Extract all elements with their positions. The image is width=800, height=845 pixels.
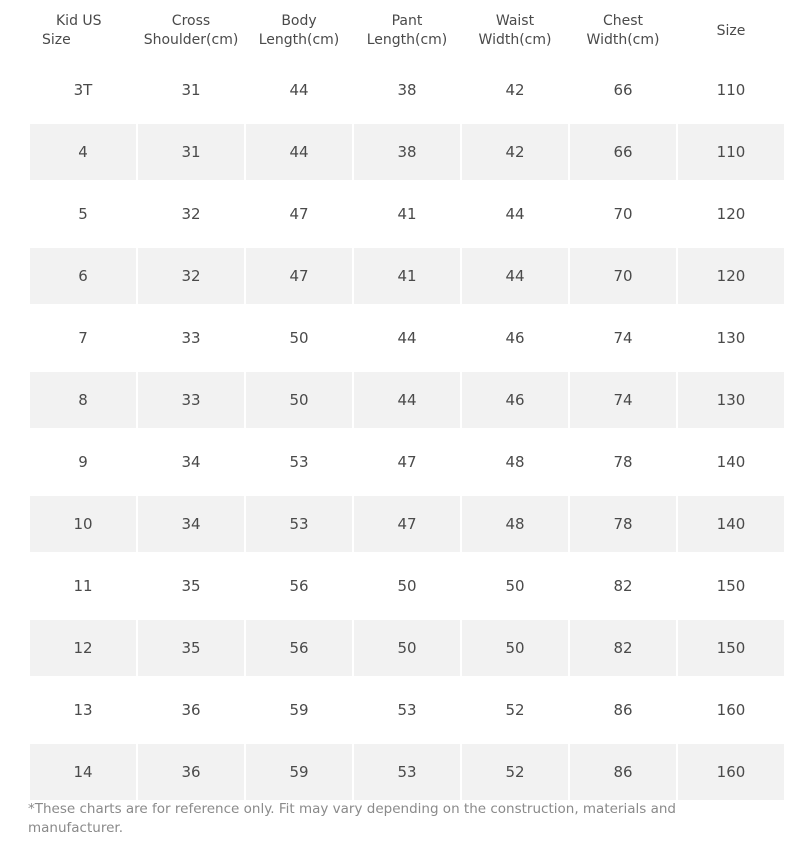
header-size-line1: Size [716, 22, 746, 39]
cell-pant-length: 38 [354, 124, 460, 180]
header-pant-length-line1: Pant [391, 13, 423, 29]
reference-footnote: *These charts are for reference only. Fit may vary depending on the construction, materials and manufacturer. [28, 801, 676, 836]
cell-waist-width: 50 [462, 620, 568, 676]
table-row [30, 744, 784, 800]
table-row [30, 434, 784, 490]
cell-kid-us-size: 12 [30, 620, 136, 676]
cell-cross-shoulder: 34 [138, 434, 244, 490]
cell-size: 140 [678, 434, 784, 490]
cell-body-length: 53 [246, 434, 352, 490]
table-row [30, 248, 784, 304]
cell-size: 110 [678, 62, 784, 118]
table-row [30, 124, 784, 180]
cell-cross-shoulder: 32 [138, 248, 244, 304]
cell-chest-width: 82 [570, 620, 676, 676]
cell-pant-length: 47 [354, 496, 460, 552]
cell-kid-us-size: 14 [30, 744, 136, 800]
cell-kid-us-size: 4 [30, 124, 136, 180]
cell-cross-shoulder: 35 [138, 620, 244, 676]
cell-waist-width: 48 [462, 434, 568, 490]
header-waist-width [462, 6, 568, 56]
header-chest-width-line2: Width(cm) [586, 32, 660, 48]
table-row [30, 558, 784, 614]
table-row [30, 496, 784, 552]
header-cross-shoulder-line1: Cross [171, 13, 211, 29]
header-cross-shoulder [138, 6, 244, 56]
cell-size: 130 [678, 310, 784, 366]
cell-body-length: 56 [246, 558, 352, 614]
cell-waist-width: 46 [462, 372, 568, 428]
cell-pant-length: 44 [354, 372, 460, 428]
size-chart-table [28, 0, 786, 806]
cell-size: 120 [678, 186, 784, 242]
cell-body-length: 47 [246, 186, 352, 242]
cell-pant-length: 41 [354, 186, 460, 242]
cell-cross-shoulder: 35 [138, 558, 244, 614]
cell-kid-us-size: 10 [30, 496, 136, 552]
header-body-length-line2: Length(cm) [258, 32, 340, 48]
cell-body-length: 59 [246, 744, 352, 800]
cell-chest-width: 78 [570, 496, 676, 552]
cell-body-length: 59 [246, 682, 352, 738]
header-size [678, 6, 784, 56]
header-pant-length [354, 6, 460, 56]
cell-waist-width: 48 [462, 496, 568, 552]
cell-size: 160 [678, 682, 784, 738]
cell-kid-us-size: 7 [30, 310, 136, 366]
cell-chest-width: 74 [570, 310, 676, 366]
cell-pant-length: 41 [354, 248, 460, 304]
cell-waist-width: 52 [462, 744, 568, 800]
cell-waist-width: 44 [462, 248, 568, 304]
table-row [30, 372, 784, 428]
cell-chest-width: 86 [570, 682, 676, 738]
cell-waist-width: 42 [462, 62, 568, 118]
cell-body-length: 44 [246, 62, 352, 118]
table-header [30, 6, 784, 56]
header-body-length [246, 6, 352, 56]
header-waist-width-line2: Width(cm) [478, 32, 552, 48]
cell-kid-us-size: 9 [30, 434, 136, 490]
cell-kid-us-size: 8 [30, 372, 136, 428]
cell-waist-width: 46 [462, 310, 568, 366]
cell-cross-shoulder: 36 [138, 744, 244, 800]
cell-cross-shoulder: 36 [138, 682, 244, 738]
cell-body-length: 53 [246, 496, 352, 552]
cell-pant-length: 53 [354, 682, 460, 738]
cell-chest-width: 70 [570, 186, 676, 242]
cell-cross-shoulder: 32 [138, 186, 244, 242]
cell-waist-width: 44 [462, 186, 568, 242]
cell-cross-shoulder: 31 [138, 124, 244, 180]
header-kid-us-size-line1: Kid US [56, 13, 102, 29]
cell-size: 150 [678, 620, 784, 676]
table-row [30, 682, 784, 738]
cell-size: 130 [678, 372, 784, 428]
cell-chest-width: 86 [570, 744, 676, 800]
table-body [30, 62, 784, 800]
header-pant-length-line2: Length(cm) [366, 32, 448, 48]
header-chest-width [570, 6, 676, 56]
cell-chest-width: 74 [570, 372, 676, 428]
cell-chest-width: 78 [570, 434, 676, 490]
header-waist-width-line1: Waist [495, 13, 535, 29]
header-body-length-line1: Body [281, 13, 317, 29]
header-chest-width-line1: Chest [602, 13, 644, 29]
cell-kid-us-size: 11 [30, 558, 136, 614]
cell-pant-length: 44 [354, 310, 460, 366]
cell-kid-us-size: 5 [30, 186, 136, 242]
cell-chest-width: 82 [570, 558, 676, 614]
cell-size: 150 [678, 558, 784, 614]
header-kid-us-size-line2: Size [42, 32, 71, 48]
cell-pant-length: 53 [354, 744, 460, 800]
cell-waist-width: 42 [462, 124, 568, 180]
cell-pant-length: 50 [354, 620, 460, 676]
cell-body-length: 47 [246, 248, 352, 304]
header-row [30, 6, 784, 56]
cell-chest-width: 70 [570, 248, 676, 304]
cell-cross-shoulder: 34 [138, 496, 244, 552]
cell-size: 140 [678, 496, 784, 552]
table-row [30, 310, 784, 366]
cell-pant-length: 47 [354, 434, 460, 490]
cell-chest-width: 66 [570, 62, 676, 118]
cell-kid-us-size: 3T [30, 62, 136, 118]
cell-kid-us-size: 13 [30, 682, 136, 738]
cell-waist-width: 52 [462, 682, 568, 738]
cell-size: 110 [678, 124, 784, 180]
cell-cross-shoulder: 33 [138, 310, 244, 366]
header-kid-us-size [30, 6, 136, 56]
table-row [30, 62, 784, 118]
table-row [30, 186, 784, 242]
cell-body-length: 44 [246, 124, 352, 180]
cell-pant-length: 50 [354, 558, 460, 614]
cell-cross-shoulder: 31 [138, 62, 244, 118]
cell-chest-width: 66 [570, 124, 676, 180]
header-cross-shoulder-line2: Shoulder(cm) [143, 32, 239, 48]
table-row [30, 620, 784, 676]
cell-body-length: 50 [246, 372, 352, 428]
cell-body-length: 50 [246, 310, 352, 366]
cell-pant-length: 38 [354, 62, 460, 118]
cell-kid-us-size: 6 [30, 248, 136, 304]
cell-size: 160 [678, 744, 784, 800]
cell-waist-width: 50 [462, 558, 568, 614]
cell-cross-shoulder: 33 [138, 372, 244, 428]
cell-size: 120 [678, 248, 784, 304]
cell-body-length: 56 [246, 620, 352, 676]
